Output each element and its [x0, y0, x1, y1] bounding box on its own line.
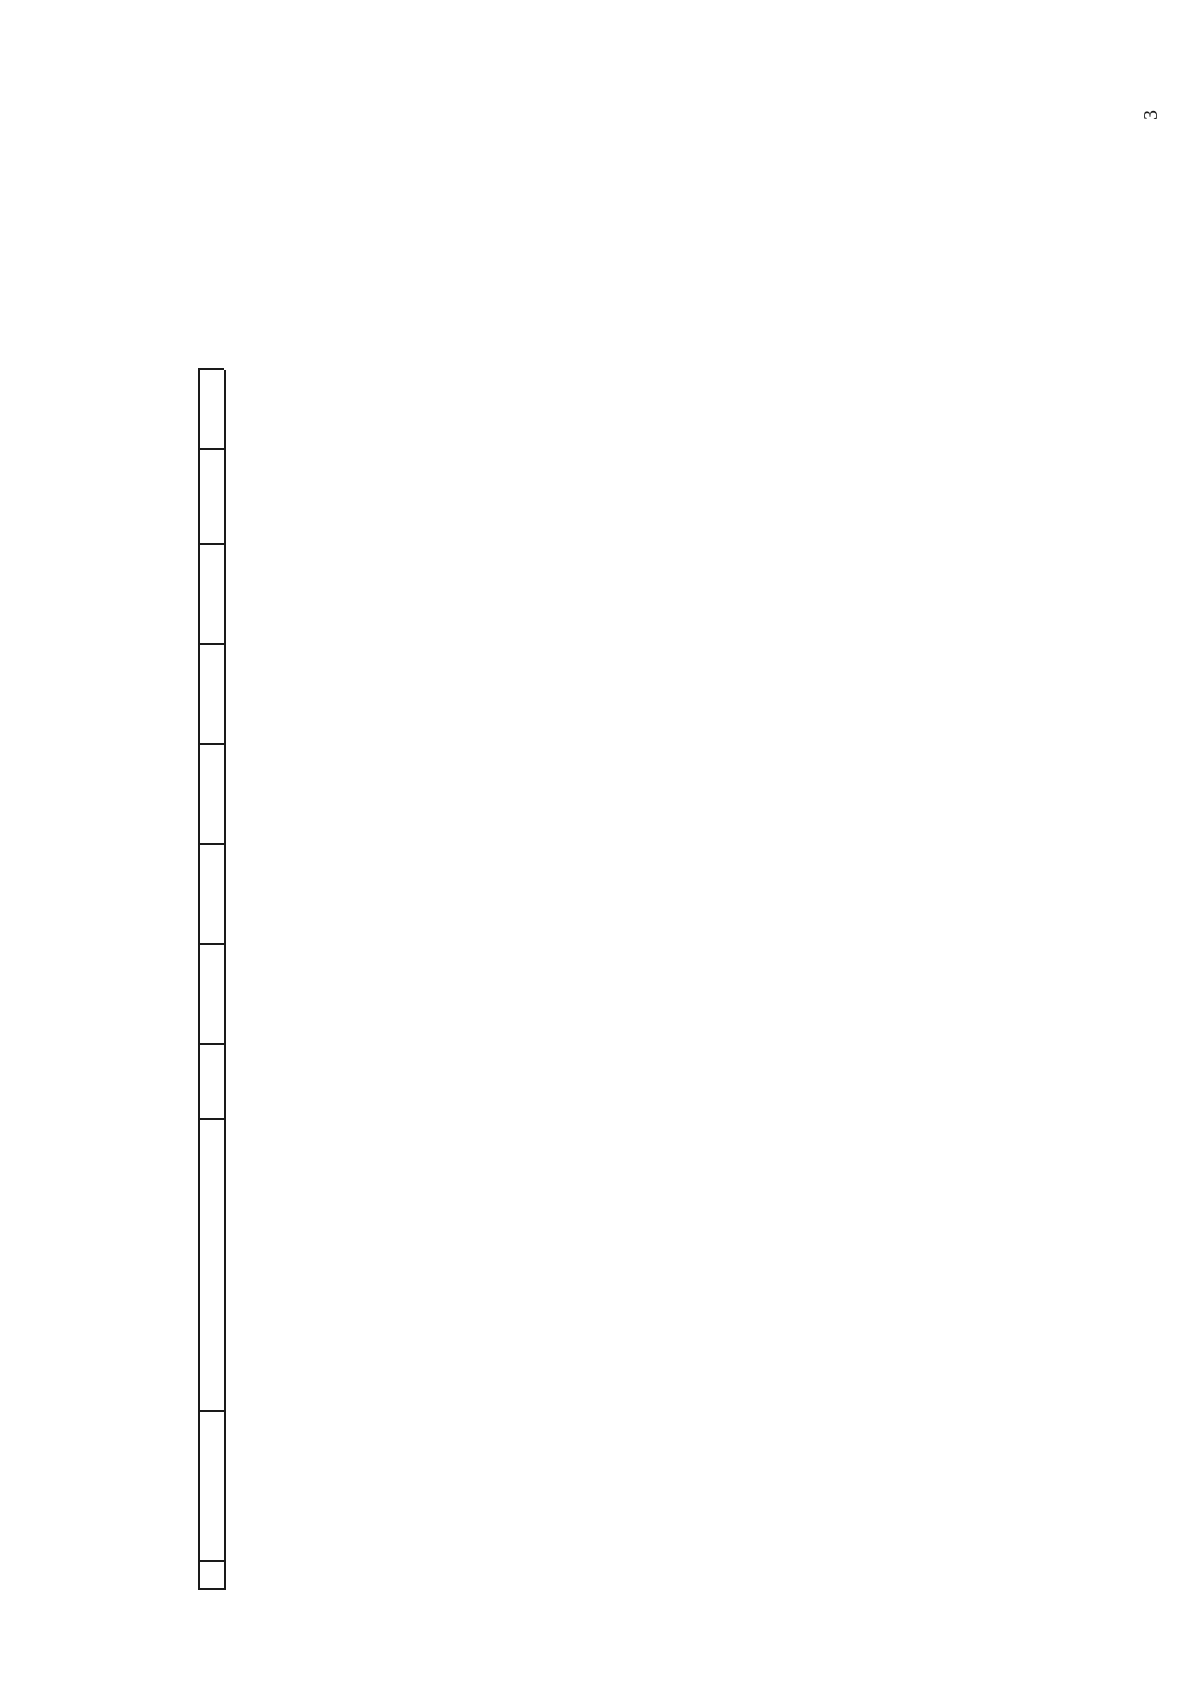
header-column-divider [198, 1411, 224, 1413]
page-number: 3 [1140, 110, 1162, 120]
header-column-divider [198, 644, 224, 646]
header-column-divider [198, 744, 224, 746]
header-column-divider [198, 1119, 224, 1121]
header-bottom-rule [224, 370, 226, 1590]
header-top-rule [198, 370, 200, 1590]
header-column-divider [198, 1044, 224, 1046]
header-column-divider [198, 1589, 224, 1591]
header-column-divider [198, 944, 224, 946]
header-column-divider [198, 544, 224, 546]
header-column-divider [198, 449, 224, 451]
header-column-divider [198, 844, 224, 846]
rotated-table [190, 10, 970, 1590]
header-column-divider [198, 369, 224, 371]
header-column-divider [198, 1561, 224, 1563]
